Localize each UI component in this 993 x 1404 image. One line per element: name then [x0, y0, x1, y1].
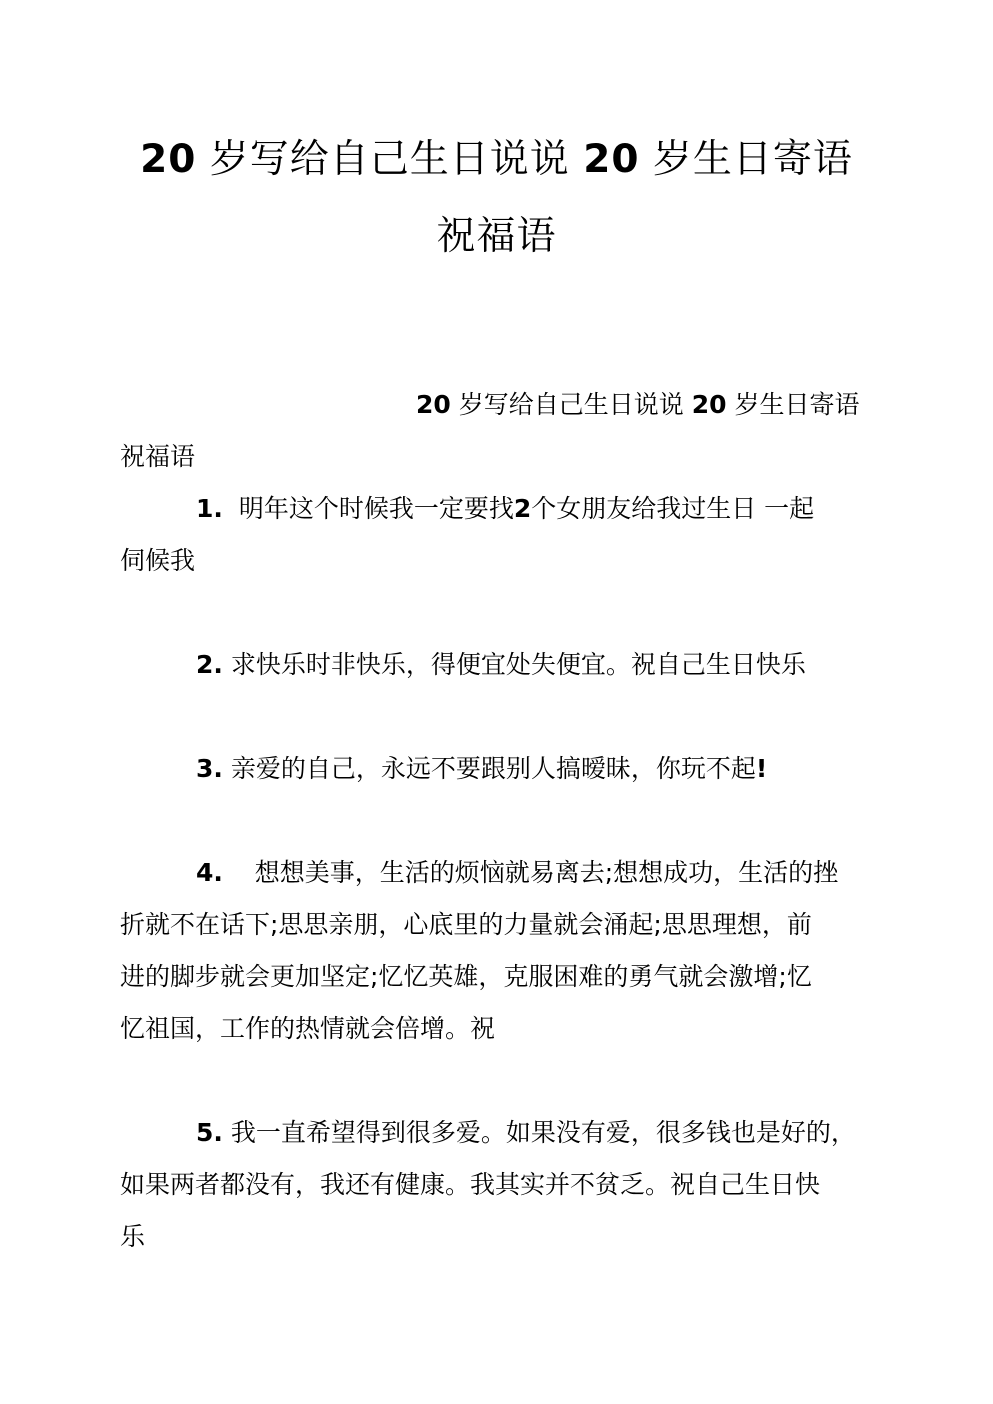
subtitle-number-2: 20 — [691, 390, 727, 419]
item-4-number: 4. — [196, 858, 223, 887]
page-title-line-2: 祝福语 — [436, 214, 557, 259]
item-1-number: 1. — [196, 494, 223, 523]
item-4-line-3: 进的脚步就会更加坚定;忆忆英雄，克服困难的勇气就会激增;忆 — [120, 962, 812, 991]
subtitle-text-1: 岁写给自己生日说说 — [450, 390, 692, 419]
item-1-text-a: 明年这个时候我一定要找 — [238, 494, 514, 523]
item-3-line-1 — [196, 743, 956, 795]
item-4-line-2: 折就不在话下;思思亲朋，心底里的力量就会涌起;思思理想，前 — [120, 910, 812, 939]
title-text-2: 岁生日寄语 — [639, 137, 853, 182]
title-number-2: 20 — [583, 137, 640, 182]
subtitle-line-1 — [416, 379, 886, 431]
item-5-line-1 — [196, 1107, 956, 1159]
subtitle-line-2: 祝福语 — [120, 442, 196, 471]
item-5-text-1: 我一直希望得到很多爱。如果没有爱，很多钱也是好的， — [230, 1118, 856, 1147]
item-4-line-1 — [196, 847, 956, 899]
item-3-exclamation: ! — [755, 754, 768, 783]
item-2-line-1 — [196, 639, 956, 691]
item-3-number: 3. — [196, 754, 223, 783]
item-4-line-4: 忆祖国，工作的热情就会倍增。祝 — [120, 1014, 496, 1043]
item-4-text-1: 想想美事，生活的烦恼就易离去;想想成功，生活的挫 — [254, 858, 839, 887]
item-3-text: 亲爱的自己，永远不要跟别人搞暧昧，你玩不起 — [230, 754, 756, 783]
item-2-number: 2. — [196, 650, 223, 679]
item-1-line-1 — [196, 483, 956, 535]
item-1-line-2: 伺候我 — [120, 546, 196, 575]
page-title-line-1 — [110, 121, 883, 199]
item-1-inline-number: 2 — [513, 494, 532, 523]
title-number-1: 20 — [140, 137, 197, 182]
subtitle-number-1: 20 — [416, 390, 451, 419]
item-5-line-2: 如果两者都没有，我还有健康。我其实并不贫乏。祝自己生日快 — [120, 1170, 821, 1199]
title-text-1: 岁写给自己生日说说 — [196, 137, 584, 182]
item-2-text: 求快乐时非快乐，得便宜处失便宜。祝自己生日快乐 — [230, 650, 806, 679]
item-5-number: 5. — [196, 1118, 223, 1147]
item-5-line-3: 乐 — [120, 1222, 146, 1251]
subtitle-text-2: 岁生日寄语 — [726, 390, 860, 419]
item-1-text-b: 个女朋友给我过生日 一起 — [531, 494, 815, 523]
